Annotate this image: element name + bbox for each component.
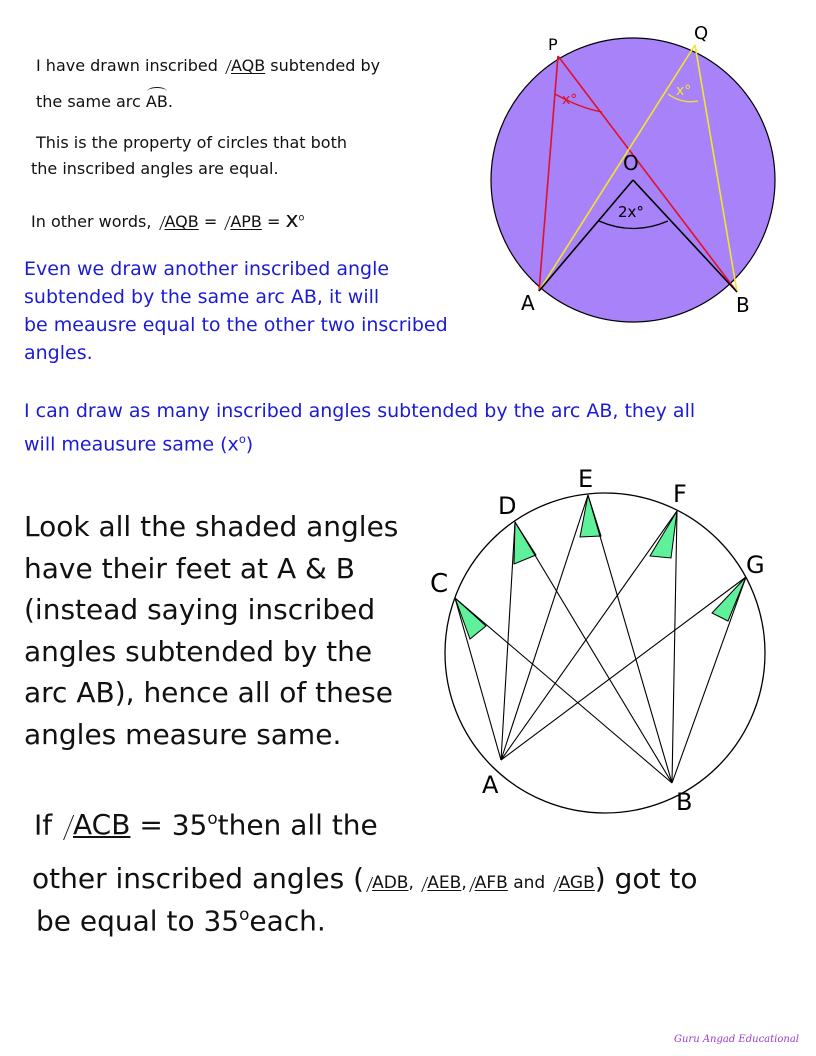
bottom-line-2 — [32, 862, 697, 895]
angle-aqb-label: AQB — [230, 56, 266, 75]
angle-symbol — [467, 873, 508, 893]
top-line-5 — [31, 208, 304, 233]
degree-mark: o — [239, 904, 250, 924]
angle-afb-label: AFB — [474, 873, 508, 893]
angle-aqb-label: AQB — [164, 212, 199, 231]
blue-line: Even we draw another inscribed angle — [24, 258, 390, 280]
diagram-2-circle — [420, 455, 800, 825]
degree-mark: o — [207, 808, 218, 828]
text-fragment: . — [167, 92, 173, 111]
angle-acb-label: ACB — [73, 808, 131, 842]
top-line-3: This is the property of circles that both — [36, 133, 347, 152]
bottom-line-3 — [36, 904, 326, 937]
arc-ab-label: AB — [145, 92, 168, 111]
angle-aeb-label: AEB — [427, 873, 462, 893]
top-line-2 — [36, 92, 173, 111]
label-f: F — [673, 480, 687, 508]
label-a: A — [521, 291, 535, 315]
blue-line: be meausre equal to the other two inscribed — [24, 314, 448, 336]
angle-agb-label: AGB — [558, 873, 595, 893]
text-fragment: the same arc — [36, 92, 146, 111]
angle-adb-label: ADB — [372, 873, 409, 893]
label-c: C — [430, 569, 449, 599]
text-fragment: subtended by — [265, 56, 381, 75]
text-fragment: will meausure same (x — [24, 433, 239, 456]
text-fragment: be equal to 35 — [36, 904, 240, 938]
degree-mark: o — [298, 212, 305, 224]
blue-paragraph-1 — [24, 255, 448, 367]
text-fragment: = 35 — [130, 808, 208, 842]
degree-mark: o — [238, 432, 246, 446]
label-o: O — [623, 151, 639, 175]
text-fragment: ) — [245, 433, 254, 456]
angle-symbol — [364, 873, 408, 893]
text-fragment: , — [461, 873, 467, 893]
top-line-1 — [36, 56, 380, 75]
angle-symbol — [551, 873, 595, 893]
angle-q-value: x° — [676, 83, 692, 99]
diagram-1-circle — [470, 20, 800, 330]
big-line: arc AB), hence all of these — [24, 676, 393, 709]
blue-line: subtended by the same arc AB, it will — [24, 286, 380, 308]
text-fragment: ) got to — [594, 862, 698, 895]
big-line: have their feet at A & B — [24, 551, 355, 585]
big-line: (instead saying inscribed — [24, 593, 376, 626]
footer-brand: Guru Angad Educational — [674, 1034, 799, 1045]
angle-symbol — [157, 212, 199, 231]
angle-p-value: x° — [562, 92, 578, 108]
text-fragment: other inscribed angles ( — [32, 862, 365, 895]
label-b: B — [676, 788, 693, 816]
angle-o-value: 2x° — [618, 203, 644, 221]
angle-apb-label: APB — [230, 212, 262, 231]
text-fragment: then all the — [217, 808, 378, 842]
big-line: Look all the shaded angles — [24, 510, 399, 543]
angle-symbol — [223, 56, 265, 75]
big-paragraph — [24, 506, 398, 755]
blue-paragraph-2 — [24, 397, 695, 458]
text-fragment: In other words, — [31, 212, 157, 231]
text-fragment: If — [34, 808, 62, 842]
label-p: P — [548, 35, 558, 54]
angle-symbol — [61, 808, 130, 841]
blue-line: I can draw as many inscribed angles subtended by the arc AB, they all — [24, 400, 696, 422]
top-line-4: the inscribed angles are equal. — [31, 159, 279, 178]
label-g: G — [746, 551, 765, 579]
label-d: D — [498, 492, 517, 520]
angle-symbol — [419, 873, 461, 893]
big-line: angles subtended by the — [24, 634, 373, 668]
label-q: Q — [694, 23, 709, 44]
blue-line — [24, 425, 695, 458]
text-fragment: , — [408, 873, 414, 893]
big-line: angles measure same. — [24, 717, 342, 751]
text-fragment: I have drawn inscribed — [36, 56, 223, 75]
x-variable: x — [285, 208, 299, 233]
text-fragment: and — [507, 873, 551, 893]
label-e: E — [578, 465, 594, 493]
text-fragment: each. — [249, 904, 326, 938]
white-circle — [445, 493, 765, 813]
label-b: B — [736, 293, 750, 317]
angle-symbol — [222, 212, 262, 231]
label-a: A — [482, 771, 499, 799]
text-fragment: = — [261, 212, 286, 231]
text-fragment: = — [198, 212, 223, 231]
bottom-line-1 — [34, 808, 378, 841]
blue-line: angles. — [24, 342, 93, 364]
